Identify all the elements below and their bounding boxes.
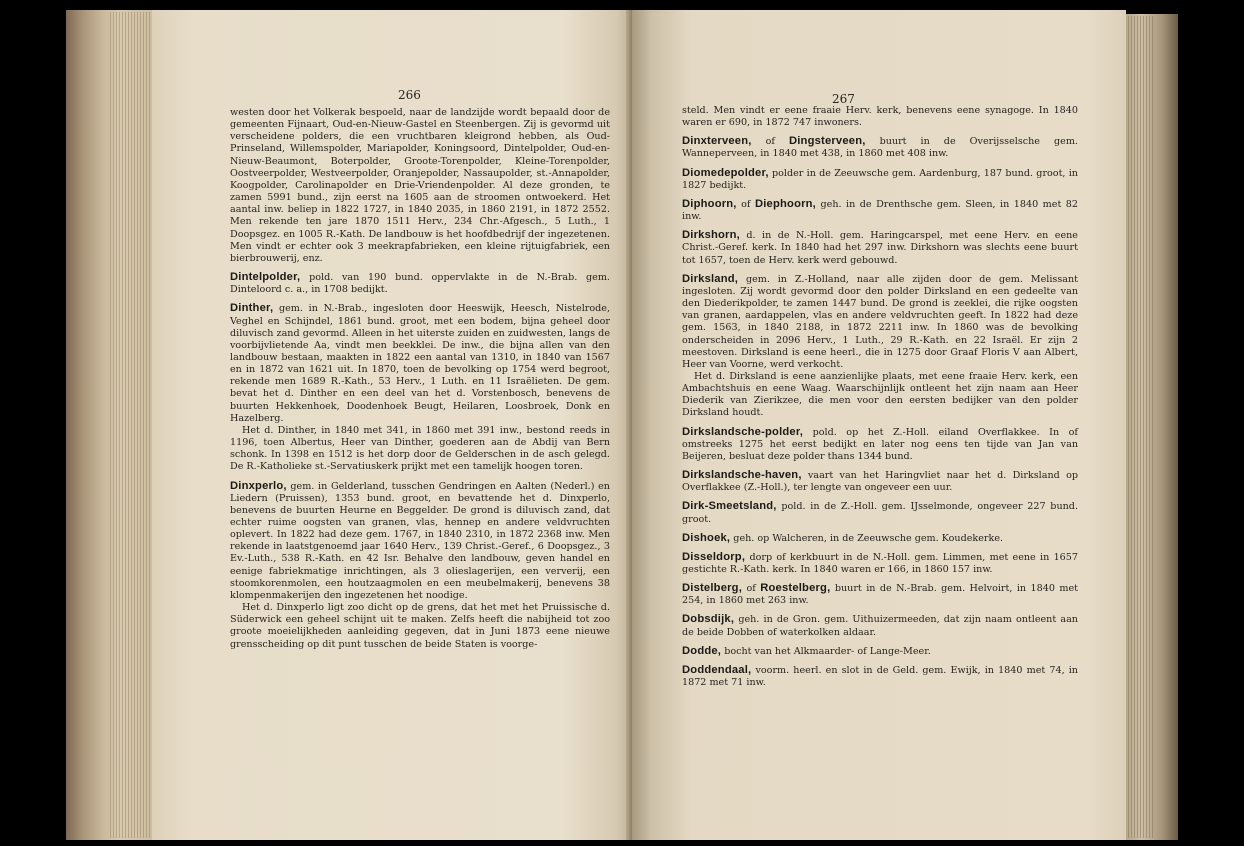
entry-headword: Dirkslandsche-haven,	[682, 469, 802, 482]
entry-paragraph	[682, 613, 1078, 638]
entry-text: geh. in de Gron. gem. Uithuizermeeden, dat zijn naam ontleent aan de beide Dobben of waterkolken aldaar.	[682, 614, 1078, 638]
entry-text: Het d. Dinther, in 1840 met 341, in 1860 met 391 inw., bestond reeds in 1196, toen Albertus, Heer van Dinther, goederen aan de Abdij van Bern schonk. In 1398 en 1512 is het dorp door de Gelderschen in de asch gelegd. De R.-Katholieke st.-Servatiuskerk prijkt met een tamelijk hoogen toren.	[230, 424, 610, 473]
entry-text: geh. op Walcheren, in de Zeeuwsche gem. Koudekerke.	[733, 532, 1004, 544]
entry-paragraph	[230, 302, 610, 425]
entry-text: westen door het Volkerak bespoeld, naar de landzijde wordt bepaald door de gemeenten Fijnaart, Oud-en-Nieuw-Gastel en Steenbergen. Zij is gevormd uit verscheidene polders, die een vruchtbaren kleigrond hebben, als Oud-Prinseland, Willemspolder, Mariapolder, Koningsoord, Dintelpolder, Oud-en-Nieuw-Beaumont, Boterpolder, Groote-Torenpolder, Kleine-Torenpolder, Oostveerpolder, Westveerpolder, Oranjepolder, Nassaupolder, st.-Annapolder, Koogpolder, Carolinapolder en Drie-Vriendenpolder. Al deze gronden, te zamen 5991 bund., zijn eerst na 1605 aan de stroomen ontwoekerd. Het aantal inw. beliep in 1822 1727, in 1840 2035, in 1860 2191, in 1872 2552. Men rekende ten jare 1870 1511 Herv., 234 Chr.-Afgesch., 5 Luth., 1 Doopsgez. en 1005 R.-Kath. De landbouw is het hoofdbedrijf der ingezetenen. Men vindt er echter ook 3 meekrapfabrieken, een kleine rijtuigfabriek, een bierbrouwerij, enz.	[230, 107, 610, 264]
book-page-edges-right-lines	[1128, 16, 1154, 838]
entry-headword: Diphoorn,	[682, 197, 737, 210]
entry-text: vaart van het Haringvliet naar het d. Dirksland op Overflakkee (Z.-Holl.), ter lengte van ongeveer een uur.	[682, 470, 1078, 494]
entry-paragraph	[230, 480, 610, 603]
entry-headword: Dishoek,	[682, 531, 731, 544]
entry-paragraph	[682, 469, 1078, 494]
entry-text: geh. in de Drenthsche gem. Sleen, in 1840 met 82 inw.	[682, 198, 1078, 223]
entry-text: bocht van het Alkmaarder- of Lange-Meer.	[724, 645, 931, 657]
entry-text: d. in de N.-Holl. gem. Haringcarspel, met eene Herv. en eene Christ.-Geref. kerk. In 1840 had het 297 inw. Dirkshorn was slechts eene buurt tot 1657, toen de Herv. kerk werd gebouwd.	[682, 230, 1078, 266]
entry-headword-alt: Diephoorn,	[754, 197, 816, 210]
entry-paragraph	[682, 371, 1078, 420]
entry-paragraph	[230, 271, 610, 296]
entry-paragraph	[682, 645, 1078, 658]
entry-headword-alt: Roestelberg,	[760, 582, 831, 595]
left-page-text	[230, 107, 610, 651]
entry-text: Het d. Dirksland is eene aanzienlijke plaats, met eene fraaie Herv. kerk, een Ambachtshuis en eene Waag. Waarschijnlijk ontleent het zijn naam aan Heer Diederik van Zierikzee, die men voor den eersten bedijker van den polder Dirksland houdt.	[682, 370, 1078, 419]
entry-joiner: of	[741, 198, 751, 210]
right-page-text	[682, 105, 1078, 689]
entry-headword: Dirksland,	[682, 272, 739, 285]
entry-headword: Dirkslandsche-polder,	[682, 425, 804, 438]
entry-headword: Dobsdijk,	[682, 613, 735, 626]
entry-headword-alt: Dingsterveen,	[788, 135, 866, 148]
left-page	[152, 10, 636, 840]
entry-text: pold. van 190 bund. oppervlakte in de N.-Brab. gem. Dinteloord c. a., in 1708 bedijkt.	[230, 272, 610, 296]
entry-text: gem. in N.-Brab., ingesloten door Heeswijk, Heesch, Nistelrode, Veghel en Schijndel, 1861 bund. groot, met een bodem, bijna geheel door diluvisch zand gevormd. Alleen in het uiterste zuiden en zuidwesten, langs de voorbijvlietende Aa, vindt men beekklei. De inw., die bijna allen van den landbouw bestaan, maakten in 1822 een aantal van 1310, in 1840 van 1567 en in 1872 van 1621 uit. In 1870, toen de bevolking op 1754 werd begroot, rekende men 1689 R.-Kath., 53 Herv., 1 Luth. en 11 Israëlieten. De gem. bevat het d. Dinther en een deel van het d. Vorstenbosch, benevens de buurten Hekkenhoek, Doodenhoek Beugt, Heilaren, Loosbroek, Donk en Hazelberg.	[230, 303, 610, 424]
entry-headword: Distelberg,	[682, 582, 743, 595]
page-number-right: 267	[832, 92, 855, 106]
entry-headword: Doddendaal,	[682, 663, 752, 676]
entry-paragraph	[682, 135, 1078, 160]
entry-paragraph	[230, 602, 610, 651]
entry-paragraph	[682, 167, 1078, 192]
entry-text: dorp of kerkbuurt in de N.-Holl. gem. Limmen, met eene in 1657 gestichte R.-Kath. kerk. In 1840 waren er 166, in 1860 157 inw.	[682, 551, 1078, 575]
entry-headword: Dinxterveen,	[682, 135, 752, 148]
entry-paragraph	[682, 273, 1078, 371]
entry-paragraph	[230, 425, 610, 474]
entry-paragraph	[682, 426, 1078, 463]
entry-headword: Dinxperlo,	[230, 479, 287, 492]
entry-paragraph	[682, 229, 1078, 266]
entry-headword: Diomedepolder,	[682, 166, 769, 179]
entry-text: buurt in de Overijsselsche gem. Wanneperveen, in 1840 met 438, in 1860 met 408 inw.	[682, 136, 1078, 160]
entry-headword: Dinther,	[230, 302, 274, 315]
entry-text: polder in de Zeeuwsche gem. Aardenburg, 187 bund. groot, in 1827 bedijkt.	[682, 167, 1078, 191]
entry-paragraph	[230, 107, 610, 265]
right-page	[632, 10, 1126, 840]
entry-paragraph	[682, 664, 1078, 689]
entry-headword: Dirk-Smeetsland,	[682, 500, 777, 513]
entry-paragraph	[682, 198, 1078, 223]
entry-text: buurt in de N.-Brab. gem. Helvoirt, in 1840 met 254, in 1860 met 263 inw.	[682, 583, 1078, 607]
entry-headword: Dirkshorn,	[682, 229, 740, 242]
entry-headword: Dodde,	[682, 644, 722, 657]
entry-paragraph	[682, 551, 1078, 576]
entry-text: pold. op het Z.-Holl. eiland Overflakkee. In of omstreeks 1275 het eerst bedijkt en later nog eens ten tijde van Jan van Beijeren, besluat deze polder thans 1344 bund.	[682, 426, 1078, 462]
entry-text: voorm. heerl. en slot in de Geld. gem. Ewijk, in 1840 met 74, in 1872 met 71 inw.	[682, 664, 1078, 689]
entry-text: gem. in Z.-Holland, naar alle zijden door de gem. Melissant ingesloten. Zij wordt gevormd door den polder Dirksland en een gedeelte van den Diederikpolder, te zamen 1447 bund. De grond is zeeklei, die rijke oogsten van granen, aardappelen, vlas en andere veldvruchten geeft. In 1822 had deze gem. 1563, in 1840 2188, in 1872 2211 inw. In 1860 was de bevolking onderscheiden in 2096 Herv., 1 Luth., 29 R.-Kath. en 22 Israël. Er zijn 2 meestoven. Dirksland is eene heerl., die in 1275 door Graaf Floris V aan Albert, Heer van Voorne, werd verkocht.	[682, 273, 1078, 370]
entry-text: pold. in de Z.-Holl. gem. IJsselmonde, ongeveer 227 bund. groot.	[682, 501, 1078, 525]
entry-text: Het d. Dinxperlo ligt zoo dicht op de grens, dat het met het Pruissische d. Süderwick een geheel schijnt uit te maken. Zelfs heeft die nabijheid tot zoo groote moeielijkheden aanleiding gegeven, dat in Juni 1873 eene nieuwe grensscheiding op dit punt tusschen de beide Staten is voorge-	[230, 602, 610, 650]
entry-joiner: of	[746, 583, 756, 595]
entry-paragraph	[682, 532, 1078, 545]
page-number-left: 266	[398, 88, 421, 102]
entry-headword: Dintelpolder,	[230, 271, 301, 284]
entry-paragraph	[682, 105, 1078, 129]
entry-joiner: of	[765, 136, 775, 148]
entry-headword: Disseldorp,	[682, 550, 746, 563]
entry-paragraph	[682, 582, 1078, 607]
book-page-edges-left-lines	[110, 12, 156, 838]
entry-paragraph	[682, 500, 1078, 525]
entry-text: steld. Men vindt er eene fraaie Herv. kerk, benevens eene synagoge. In 1840 waren er 690, in 1872 747 inwoners.	[682, 105, 1078, 129]
entry-text: gem. in Gelderland, tusschen Gendringen en Aalten (Nederl.) en Liedern (Pruissen), 1353 bund. groot, en bevattende het d. Dinxperlo, benevens de buurten Heurne en Beggelder. De grond is diluvisch zand, dat echter ruime oogsten van granen, vlas, hennep en andere veldvruchten oplevert. In 1822 had deze gem. 1767, in 1840 2310, in 1872 2368 inw. Men rekende in laatstgenoemd jaar 1640 Herv., 139 Christ.-Geref., 6 Doopsgez., 3 Ev.-Luth., 538 R.-Kath. en 42 Isr. Behalve den landbouw, geven handel en eenige fabriekmatige inrichtingen, als 3 olieslagerijen, een ververij, een stoomkorenmolen, een houtzaagmolen en een meubelmakerij, benevens 38 klompenmakerijen den ingezetenen het noodige.	[230, 480, 610, 601]
